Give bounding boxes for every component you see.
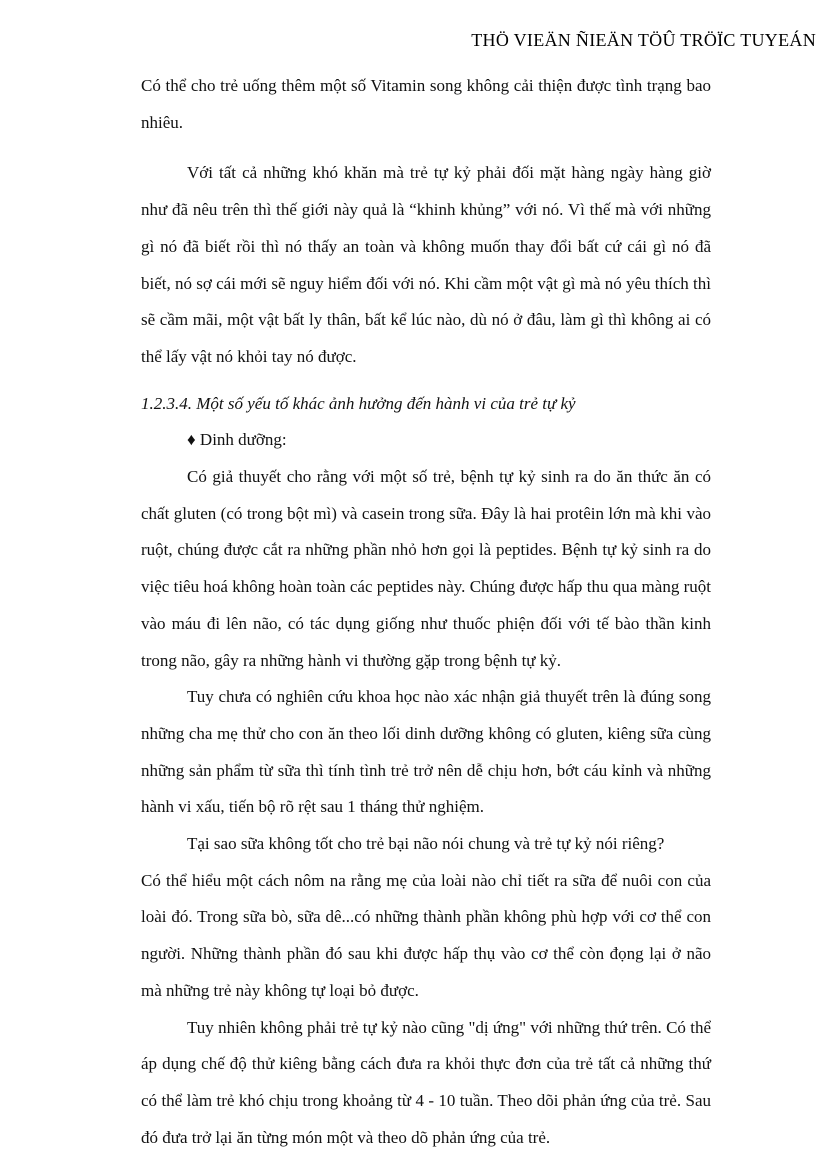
paragraph-gluten-hypothesis: Có giả thuyết cho rằng với một số trẻ, bệnh tự kỷ sinh ra do ăn thức ăn có chất gluten (có trong bột mì) và casein trong sữa. Đây là hai protêin lớn mà khi vào ruột, chúng được cắt ra những phần nhỏ hơn gọi là peptides. Bệnh tự kỷ sinh ra do việc tiêu hoá không hoàn toàn các peptides này. Chúng được hấp thu qua màng ruột vào máu đi lên não, có tác dụng giống như thuốc phiện đối với tế bào thần kinh trong não, gây ra những hành vi thường gặp trong bệnh tự kỷ. <box>141 467 711 670</box>
bullet-nutrition: ♦ Dinh dưỡng: <box>187 430 287 450</box>
paragraph-vitamin: Có thể cho trẻ uống thêm một số Vitamin song không cải thiện được tình trạng bao nhiêu. <box>141 76 711 132</box>
paragraph-research: Tuy chưa có nghiên cứu khoa học nào xác nhận giả thuyết trên là đúng song những cha mẹ thử cho con ăn theo lối dinh dưỡng không có gluten, kiêng sữa cùng những sản phẩm từ sữa thì tính tình trẻ trở nên dễ chịu hơn, bớt cáu kỉnh và những hành vi xấu, tiến bộ rõ rệt sau 1 tháng thử nghiệm. <box>141 687 711 817</box>
paragraph-elimination-diet: Tuy nhiên không phải trẻ tự kỷ nào cũng "dị ứng" với những thứ trên. Có thể áp dụng chế độ thử kiêng bằng cách đưa ra khỏi thực đơn của trẻ tất cả những thứ có thể làm trẻ khó chịu trong khoảng từ 4 - 10 tuần. Theo dõi phản ứng của trẻ. Sau đó đưa trở lại ăn từng món một và theo dõ phản ứng của trẻ. <box>141 1017 711 1147</box>
paragraph-milk-explanation: Có thể hiểu một cách nôm na rằng mẹ của loài nào chỉ tiết ra sữa để nuôi con của loài đó. Trong sữa bò, sữa dê...có những thành phần không phù hợp với cơ thể con người. Những thành phần đó sau khi được hấp thụ vào cơ thể còn đọng lại ở não mà những trẻ này không tự loại bỏ được. <box>141 870 711 1000</box>
document-body <box>141 68 711 1156</box>
paragraph-milk-question: Tại sao sữa không tốt cho trẻ bại não nói chung và trẻ tự kỷ nói riêng? <box>187 834 665 854</box>
page-header: THÖ VIEÄN ÑIEÄN TÖÛ TRÖÏC TUYEÁN <box>471 30 816 50</box>
paragraph-difficulties: Với tất cả những khó khăn mà trẻ tự kỷ phải đối mặt hàng ngày hàng giờ như đã nêu trên thì thế giới này quả là “khinh khủng” với nó. Vì thế mà với những gì nó đã biết rồi thì nó thấy an toàn và không muốn thay đổi bất cứ cái gì nó đã biết, nó sợ cái mới sẽ nguy hiểm đối với nó. Khi cầm một vật gì mà nó yêu thích thì sẽ cầm mãi, một vật bất ly thân, bất kể lúc nào, dù nó ở đâu, làm gì thì không ai có thể lấy vật nó khỏi tay nó được. <box>141 163 711 366</box>
section-heading: 1.2.3.4. Một số yếu tố khác ảnh hưởng đến hành vi của trẻ tự kỷ <box>141 393 576 413</box>
